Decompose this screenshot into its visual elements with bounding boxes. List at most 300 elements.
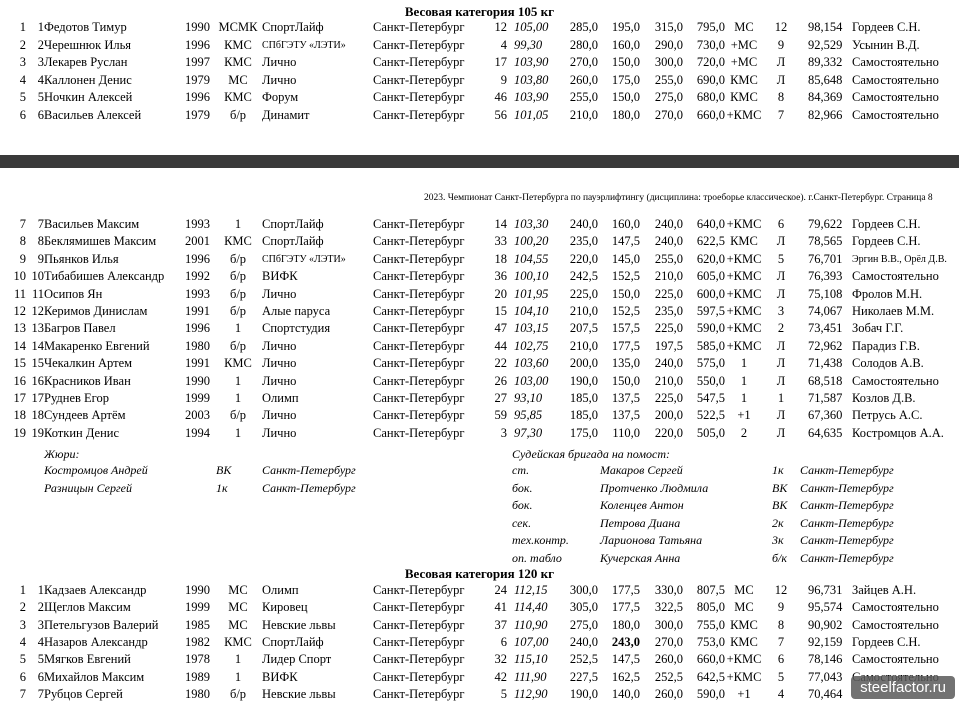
cell-points: Л bbox=[776, 55, 786, 69]
cell-city: Санкт-Петербург bbox=[373, 634, 465, 649]
cell-deadlift: 330,0 bbox=[654, 583, 683, 597]
cell-rank-completed: +МС bbox=[730, 37, 758, 52]
cell-total: 597,5 bbox=[696, 304, 725, 318]
cell-bodyweight: 112,90 bbox=[514, 686, 548, 701]
cell-deadlift: 252,5 bbox=[654, 669, 683, 684]
cell-athlete-name: Черешнюк Илья bbox=[44, 37, 132, 52]
cell-deadlift: 225,0 bbox=[654, 321, 683, 336]
table-row bbox=[0, 321, 959, 338]
cell-coach: Петрусь А.С. bbox=[852, 408, 923, 423]
cell-city: Санкт-Петербург bbox=[373, 251, 465, 266]
cell-bodyweight: 99,30 bbox=[514, 37, 543, 52]
cell-place-number: 3 bbox=[19, 617, 26, 632]
cell-bodyweight: 95,85 bbox=[514, 408, 543, 423]
cell-bodyweight: 103,80 bbox=[514, 72, 549, 87]
cell-points: Л bbox=[776, 425, 786, 440]
cell-club: Лично bbox=[262, 425, 297, 440]
table-row bbox=[0, 20, 959, 37]
cell-bench-press: 162,5 bbox=[611, 669, 640, 684]
cell-total: 660,0 bbox=[696, 107, 725, 122]
cell-points: 8 bbox=[777, 617, 785, 632]
cell-bench-press: 243,0 bbox=[611, 634, 640, 649]
cell-rank-completed: +КМС bbox=[726, 269, 762, 284]
jury-cat: 1к bbox=[216, 481, 228, 495]
cell-place-number: 11 bbox=[13, 286, 26, 301]
cell-coefficient: 67,360 bbox=[808, 408, 843, 423]
cell-club: Лично bbox=[262, 408, 297, 423]
cell-points: Л bbox=[776, 356, 786, 371]
cell-lot-number: 32 bbox=[494, 652, 507, 667]
table-row bbox=[0, 234, 959, 251]
cell-bodyweight: 103,90 bbox=[514, 90, 549, 104]
cell-city: Санкт-Петербург bbox=[373, 304, 465, 318]
cell-club: Невские львы bbox=[262, 617, 336, 632]
cell-city: Санкт-Петербург bbox=[373, 286, 465, 301]
cell-position-number: 19 bbox=[31, 425, 44, 440]
cell-total: 807,5 bbox=[696, 583, 725, 597]
cell-bodyweight: 102,75 bbox=[514, 338, 549, 353]
table-row bbox=[0, 687, 959, 704]
referees-heading: Судейская бригада на помост: bbox=[512, 447, 670, 461]
cell-club: СпортЛайф bbox=[262, 634, 324, 649]
table-row bbox=[0, 90, 959, 107]
cell-deadlift: 270,0 bbox=[654, 634, 683, 649]
cell-bodyweight: 101,05 bbox=[514, 107, 549, 122]
cell-deadlift: 240,0 bbox=[654, 234, 683, 249]
cell-position-number: 6 bbox=[37, 107, 44, 122]
cell-coach: Фролов М.Н. bbox=[852, 286, 923, 301]
cell-rank: МС bbox=[228, 72, 248, 87]
cell-athlete-name: Федотов Тимур bbox=[44, 20, 127, 34]
cell-club: СпортЛайф bbox=[262, 234, 324, 249]
cell-city: Санкт-Петербург bbox=[373, 269, 465, 284]
cell-coefficient: 75,108 bbox=[808, 286, 843, 301]
cell-birth-year: 1978 bbox=[185, 652, 210, 667]
cell-athlete-name: Щеглов Максим bbox=[44, 600, 131, 615]
cell-total: 795,0 bbox=[696, 20, 725, 34]
cell-lot-number: 27 bbox=[494, 391, 507, 405]
cell-rank-completed: +КМС bbox=[726, 107, 762, 122]
cell-lot-number: 47 bbox=[494, 321, 507, 336]
cell-place-number: 5 bbox=[19, 652, 26, 667]
cell-rank: КМС bbox=[224, 234, 252, 249]
cell-birth-year: 1993 bbox=[185, 286, 210, 301]
cell-squat: 225,0 bbox=[569, 286, 598, 301]
cell-coach: Самостоятельно bbox=[852, 652, 939, 667]
table-row bbox=[0, 652, 959, 669]
cell-points: 9 bbox=[777, 600, 785, 615]
cell-deadlift: 240,0 bbox=[654, 217, 683, 231]
cell-birth-year: 1991 bbox=[185, 304, 210, 318]
cell-rank-completed: +МС bbox=[730, 55, 758, 69]
cell-birth-year: 1982 bbox=[185, 634, 210, 649]
jury-heading: Жюри: bbox=[44, 447, 80, 461]
cell-bench-press: 147,5 bbox=[611, 652, 640, 667]
cell-bench-press: 175,0 bbox=[611, 72, 640, 87]
cell-total: 547,5 bbox=[696, 391, 725, 405]
cell-city: Санкт-Петербург bbox=[373, 600, 465, 615]
cell-deadlift: 315,0 bbox=[654, 20, 683, 34]
cell-lot-number: 15 bbox=[494, 304, 507, 318]
cell-coefficient: 79,622 bbox=[808, 217, 843, 231]
cell-city: Санкт-Петербург bbox=[373, 617, 465, 632]
cell-coach: Самостоятельно bbox=[852, 269, 939, 284]
table-row bbox=[0, 391, 959, 408]
cell-total: 620,0 bbox=[696, 251, 725, 266]
cell-deadlift: 210,0 bbox=[654, 269, 683, 284]
cell-total: 605,0 bbox=[696, 269, 725, 284]
table-row bbox=[0, 356, 959, 373]
cell-bodyweight: 104,55 bbox=[514, 251, 549, 266]
cell-lot-number: 17 bbox=[494, 55, 507, 69]
cell-city: Санкт-Петербург bbox=[373, 583, 465, 597]
cell-squat: 210,0 bbox=[569, 304, 598, 318]
cell-deadlift: 220,0 bbox=[654, 425, 683, 440]
cell-total: 640,0 bbox=[696, 217, 725, 231]
cell-deadlift: 210,0 bbox=[654, 373, 683, 388]
cell-rank-completed: +КМС bbox=[726, 304, 762, 318]
cell-athlete-name: Петельгузов Валерий bbox=[44, 617, 159, 632]
cell-position-number: 1 bbox=[37, 583, 44, 597]
cell-lot-number: 59 bbox=[494, 408, 507, 423]
cell-points: Л bbox=[776, 286, 786, 301]
cell-birth-year: 1990 bbox=[185, 20, 210, 34]
cell-place-number: 1 bbox=[19, 583, 26, 597]
cell-club: Лично bbox=[262, 72, 297, 87]
cell-squat: 220,0 bbox=[569, 251, 598, 266]
cell-coach: Гордеев С.Н. bbox=[852, 234, 921, 249]
cell-rank-completed: +КМС bbox=[726, 652, 762, 667]
referee-city: Санкт-Петербург bbox=[800, 463, 894, 477]
category-105-title: Весовая категория 105 кг bbox=[404, 4, 555, 19]
cell-bench-press: 180,0 bbox=[611, 107, 640, 122]
referee-name: Кучерская Анна bbox=[600, 551, 681, 565]
cell-deadlift: 260,0 bbox=[654, 652, 683, 667]
cell-rank-completed: КМС bbox=[730, 617, 758, 632]
cell-athlete-name: Беклямишев Максим bbox=[44, 234, 157, 249]
jury-name: Костромцов Андрей bbox=[44, 463, 148, 477]
referee-role: ст. bbox=[512, 463, 530, 477]
cell-city: Санкт-Петербург bbox=[373, 669, 465, 684]
referee-city: Санкт-Петербург bbox=[800, 498, 894, 513]
cell-bench-press: 152,5 bbox=[611, 304, 640, 318]
cell-bodyweight: 105,00 bbox=[514, 20, 549, 34]
cell-bench-press: 150,0 bbox=[611, 90, 640, 104]
cell-birth-year: 1996 bbox=[185, 90, 210, 104]
page-header: 2023. Чемпионат Санкт-Петербурга по пауэрлифтингу (дисциплина: троеборье классическое). г.Санкт-Петербург. Страница 8 bbox=[424, 193, 933, 203]
cell-points: 6 bbox=[777, 652, 785, 667]
table-row bbox=[0, 583, 959, 600]
cell-squat: 240,0 bbox=[569, 634, 598, 649]
table-row bbox=[0, 108, 959, 125]
cell-club: СпортЛайф bbox=[262, 217, 324, 231]
cell-squat: 285,0 bbox=[569, 20, 598, 34]
cell-city: Санкт-Петербург bbox=[373, 408, 465, 423]
cell-birth-year: 1990 bbox=[185, 373, 210, 388]
cell-lot-number: 20 bbox=[494, 286, 507, 301]
referee-cat: ВК bbox=[772, 480, 788, 495]
cell-place-number: 2 bbox=[19, 37, 26, 52]
cell-club: Лично bbox=[262, 338, 297, 353]
cell-rank-completed: КМС bbox=[730, 234, 758, 249]
cell-coach: Самостоятельно bbox=[852, 600, 939, 615]
cell-city: Санкт-Петербург bbox=[373, 72, 465, 87]
table-row bbox=[0, 55, 959, 72]
cell-club: Лично bbox=[262, 55, 297, 69]
cell-place-number: 17 bbox=[13, 391, 26, 405]
cell-position-number: 4 bbox=[37, 72, 44, 87]
cell-lot-number: 3 bbox=[500, 425, 507, 440]
cell-rank: б/р bbox=[229, 269, 247, 284]
cell-coefficient: 85,648 bbox=[808, 72, 843, 87]
cell-coefficient: 73,451 bbox=[808, 321, 843, 336]
cell-rank: МС bbox=[228, 617, 248, 632]
jury-city: Санкт-Петербург bbox=[262, 481, 356, 495]
cell-coefficient: 89,332 bbox=[808, 55, 843, 69]
cell-city: Санкт-Петербург bbox=[373, 107, 465, 122]
cell-bench-press: 145,0 bbox=[611, 251, 640, 266]
cell-squat: 207,5 bbox=[569, 321, 598, 336]
cell-position-number: 2 bbox=[37, 37, 44, 52]
cell-rank-completed: 1 bbox=[740, 373, 748, 388]
cell-position-number: 14 bbox=[31, 338, 44, 353]
cell-rank: б/р bbox=[229, 686, 247, 701]
cell-points: Л bbox=[776, 373, 786, 388]
cell-lot-number: 24 bbox=[494, 583, 507, 597]
cell-rank: б/р bbox=[229, 408, 247, 423]
cell-coefficient: 84,369 bbox=[808, 90, 843, 104]
cell-city: Санкт-Петербург bbox=[373, 321, 465, 336]
cell-place-number: 7 bbox=[19, 686, 26, 701]
cell-rank-completed: +1 bbox=[737, 408, 751, 423]
cell-bodyweight: 114,40 bbox=[514, 600, 548, 615]
cell-rank-completed: МС bbox=[734, 20, 754, 34]
cell-place-number: 10 bbox=[13, 269, 26, 284]
cell-athlete-name: Сундеев Артём bbox=[44, 408, 126, 423]
cell-coach: Самостоятельно bbox=[852, 55, 939, 69]
cell-club: Спортстудия bbox=[262, 321, 331, 336]
cell-lot-number: 36 bbox=[494, 269, 507, 284]
cell-position-number: 1 bbox=[37, 20, 44, 34]
cell-club: Лично bbox=[262, 373, 297, 388]
cell-lot-number: 42 bbox=[494, 669, 507, 684]
cell-rank: МС bbox=[228, 600, 248, 615]
cell-club: Алые паруса bbox=[262, 304, 331, 318]
cell-bench-press: 140,0 bbox=[611, 686, 640, 701]
cell-position-number: 18 bbox=[31, 408, 44, 423]
cell-coefficient: 76,393 bbox=[808, 269, 843, 284]
cell-position-number: 4 bbox=[37, 634, 44, 649]
cell-squat: 300,0 bbox=[569, 583, 598, 597]
cell-position-number: 9 bbox=[37, 251, 44, 266]
cell-city: Санкт-Петербург bbox=[373, 391, 465, 405]
cell-bodyweight: 111,90 bbox=[514, 669, 547, 684]
cell-rank-completed: +КМС bbox=[726, 217, 762, 231]
cell-bodyweight: 112,15 bbox=[514, 583, 548, 597]
cell-athlete-name: Коткин Денис bbox=[44, 425, 119, 440]
cell-coefficient: 82,966 bbox=[808, 107, 843, 122]
cell-birth-year: 1980 bbox=[185, 338, 210, 353]
cell-lot-number: 6 bbox=[500, 634, 507, 649]
table-row bbox=[0, 287, 959, 304]
referee-city: Санкт-Петербург bbox=[800, 533, 894, 548]
cell-bench-press: 157,5 bbox=[611, 321, 640, 336]
cell-squat: 210,0 bbox=[569, 107, 598, 122]
cell-city: Санкт-Петербург bbox=[373, 217, 465, 231]
cell-total: 575,0 bbox=[696, 356, 725, 371]
table-row bbox=[0, 269, 959, 286]
cell-deadlift: 260,0 bbox=[654, 686, 683, 701]
cell-points: 6 bbox=[777, 217, 785, 231]
cell-place-number: 16 bbox=[13, 373, 26, 388]
cell-birth-year: 1992 bbox=[185, 269, 210, 284]
cell-coach: Зобач Г.Г. bbox=[852, 321, 904, 336]
cell-deadlift: 300,0 bbox=[654, 55, 683, 69]
jury-name: Разницын Сергей bbox=[44, 481, 133, 495]
cell-position-number: 6 bbox=[37, 669, 44, 684]
cell-birth-year: 1979 bbox=[185, 72, 210, 87]
cell-squat: 175,0 bbox=[569, 425, 598, 440]
cell-coefficient: 70,464 bbox=[808, 686, 843, 701]
cell-bench-press: 152,5 bbox=[611, 269, 640, 284]
cell-athlete-name: Ночкин Алексей bbox=[44, 90, 133, 104]
category-120-title: Весовая категория 120 кг bbox=[404, 566, 555, 581]
cell-rank: МСМК bbox=[218, 20, 258, 34]
cell-total: 805,0 bbox=[696, 600, 725, 615]
cell-bodyweight: 115,10 bbox=[514, 652, 548, 667]
cell-deadlift: 225,0 bbox=[654, 391, 683, 405]
cell-squat: 252,5 bbox=[569, 652, 598, 667]
cell-total: 642,5 bbox=[696, 669, 725, 684]
cell-total: 505,0 bbox=[696, 425, 725, 440]
cell-birth-year: 1991 bbox=[185, 356, 210, 371]
cell-rank: КМС bbox=[224, 356, 252, 371]
cell-coefficient: 77,043 bbox=[808, 669, 843, 684]
cell-city: Санкт-Петербург bbox=[373, 37, 465, 52]
cell-place-number: 13 bbox=[13, 321, 26, 336]
cell-lot-number: 26 bbox=[494, 373, 507, 388]
cell-athlete-name: Чекалкин Артем bbox=[44, 356, 133, 371]
cell-place-number: 12 bbox=[13, 304, 26, 318]
cell-place-number: 15 bbox=[13, 356, 26, 371]
cell-deadlift: 255,0 bbox=[654, 72, 683, 87]
cell-birth-year: 1990 bbox=[185, 583, 210, 597]
cell-total: 590,0 bbox=[696, 686, 725, 701]
cell-club: ВИФК bbox=[262, 669, 298, 684]
cell-birth-year: 1999 bbox=[185, 600, 210, 615]
cell-points: Л bbox=[776, 234, 786, 249]
jury-city: Санкт-Петербург bbox=[262, 463, 356, 477]
cell-lot-number: 37 bbox=[494, 617, 507, 632]
cell-birth-year: 1979 bbox=[185, 107, 210, 122]
cell-coefficient: 68,518 bbox=[808, 373, 843, 388]
cell-lot-number: 22 bbox=[494, 356, 507, 371]
cell-rank: 1 bbox=[234, 373, 242, 388]
cell-bench-press: 135,0 bbox=[611, 356, 640, 371]
cell-coach: Костромцов А.А. bbox=[852, 425, 944, 440]
cell-coach: Солодов А.В. bbox=[852, 356, 924, 371]
cell-city: Санкт-Петербург bbox=[373, 234, 465, 249]
cell-place-number: 2 bbox=[19, 600, 26, 615]
cell-athlete-name: Тибабишев Александр bbox=[44, 269, 165, 284]
cell-bodyweight: 93,10 bbox=[514, 391, 543, 405]
cell-rank: 1 bbox=[234, 652, 242, 667]
cell-rank-completed: КМС bbox=[730, 72, 758, 87]
cell-points: 12 bbox=[774, 583, 788, 597]
referee-role: бок. bbox=[512, 498, 533, 513]
cell-points: Л bbox=[776, 408, 786, 423]
cell-club: Форум bbox=[262, 90, 299, 104]
cell-deadlift: 225,0 bbox=[654, 286, 683, 301]
cell-rank-completed: 1 bbox=[740, 356, 748, 371]
cell-place-number: 9 bbox=[19, 251, 26, 266]
cell-place-number: 3 bbox=[19, 55, 26, 69]
cell-points: 7 bbox=[777, 107, 785, 122]
cell-bodyweight: 100,20 bbox=[514, 234, 549, 249]
cell-bench-press: 195,0 bbox=[611, 20, 640, 34]
cell-total: 550,0 bbox=[696, 373, 725, 388]
cell-coefficient: 78,146 bbox=[808, 652, 843, 667]
cell-deadlift: 235,0 bbox=[654, 304, 683, 318]
cell-place-number: 6 bbox=[19, 669, 26, 684]
cell-total: 720,0 bbox=[696, 55, 725, 69]
cell-lot-number: 14 bbox=[494, 217, 507, 231]
table-row bbox=[0, 252, 959, 269]
cell-position-number: 3 bbox=[37, 55, 44, 69]
cell-athlete-name: Керимов Динислам bbox=[44, 304, 148, 318]
cell-rank: 1 bbox=[234, 217, 242, 231]
cell-total: 680,0 bbox=[696, 90, 725, 104]
cell-deadlift: 240,0 bbox=[654, 356, 683, 371]
cell-athlete-name: Руднев Егор bbox=[44, 391, 109, 405]
cell-coach: Козлов Д.В. bbox=[852, 391, 916, 405]
cell-coach: Самостоятельно bbox=[852, 90, 939, 104]
cell-coefficient: 72,962 bbox=[808, 338, 843, 353]
cell-athlete-name: Михайлов Максим bbox=[44, 669, 145, 684]
cell-deadlift: 300,0 bbox=[654, 617, 683, 632]
cell-club: СпортЛайф bbox=[262, 20, 324, 34]
cell-rank-completed: +КМС bbox=[726, 321, 762, 336]
table-row bbox=[0, 426, 959, 443]
cell-bodyweight: 103,60 bbox=[514, 356, 549, 371]
referee-name: Ларионова Татьяна bbox=[600, 533, 703, 548]
cell-birth-year: 1980 bbox=[185, 686, 210, 701]
cell-points: 8 bbox=[777, 90, 785, 104]
cell-bodyweight: 103,00 bbox=[514, 373, 549, 388]
cell-total: 622,5 bbox=[696, 234, 725, 249]
cell-bench-press: 160,0 bbox=[611, 217, 640, 231]
cell-athlete-name: Красников Иван bbox=[44, 373, 131, 388]
cell-bodyweight: 104,10 bbox=[514, 304, 549, 318]
cell-city: Санкт-Петербург bbox=[373, 373, 465, 388]
cell-bodyweight: 103,15 bbox=[514, 321, 549, 336]
cell-athlete-name: Васильев Алексей bbox=[44, 107, 142, 122]
cell-lot-number: 33 bbox=[494, 234, 507, 249]
cell-coefficient: 90,902 bbox=[808, 617, 843, 632]
cell-lot-number: 9 bbox=[500, 72, 507, 87]
cell-city: Санкт-Петербург bbox=[373, 356, 465, 371]
cell-bodyweight: 100,10 bbox=[514, 269, 549, 284]
referee-role: сек. bbox=[512, 515, 532, 530]
cell-club: Лидер Спорт bbox=[262, 652, 332, 667]
cell-athlete-name: Пьянков Илья bbox=[44, 251, 119, 266]
cell-deadlift: 200,0 bbox=[654, 408, 683, 423]
cell-lot-number: 44 bbox=[494, 338, 507, 353]
cell-bench-press: 147,5 bbox=[611, 234, 640, 249]
cell-squat: 305,0 bbox=[569, 600, 598, 615]
cell-points: 2 bbox=[777, 321, 785, 336]
cell-total: 690,0 bbox=[696, 72, 725, 87]
